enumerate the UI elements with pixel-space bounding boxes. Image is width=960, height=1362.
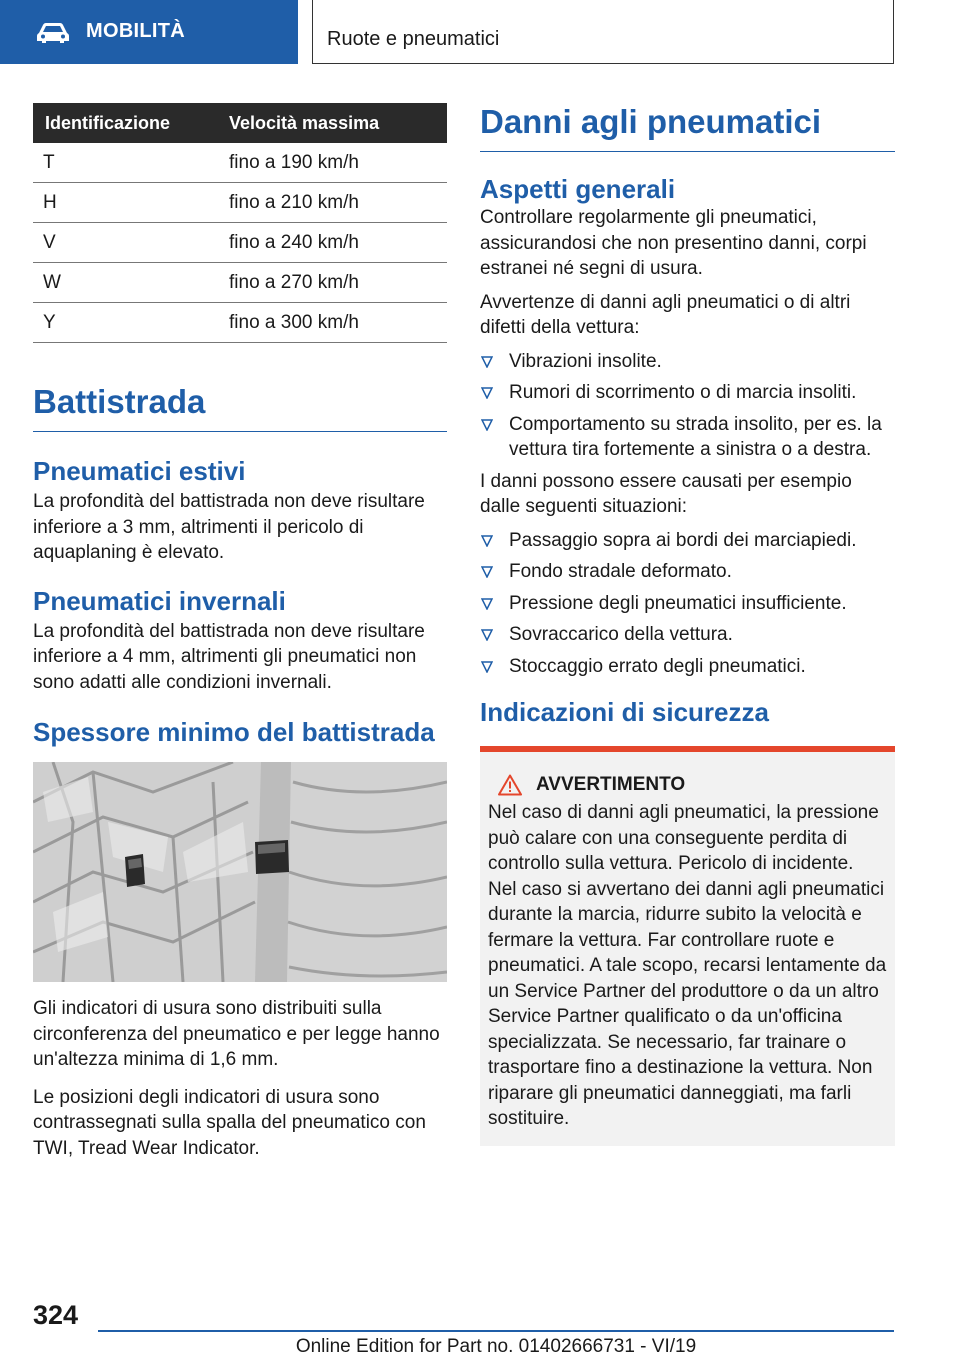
footer-divider — [98, 1330, 894, 1332]
generali-text-1: Controllare regolarmente gli pneumatici, assicurandosi che non presentino danni, corpi estranei né segni di usura. — [480, 207, 867, 279]
table-cell: fino a 210 km/h — [219, 183, 447, 223]
list-item-text: Fondo stradale deformato. — [509, 561, 732, 582]
spessore-heading: Spessore minimo del battistrada — [33, 717, 435, 747]
warning-header — [488, 774, 887, 796]
list-item — [480, 412, 895, 463]
table-row — [33, 303, 447, 343]
list-item-text: Passaggio sopra ai bordi dei marciapiedi. — [509, 529, 857, 551]
list-item-text: Rumori di scorrimento o di marcia insoliti. — [509, 382, 857, 403]
table-cell: T — [33, 143, 219, 183]
warning-text: Nel caso di danni agli pneumatici, la pressione può calare con una conseguente perdita di controllo sulla vettura. Pericolo di incidente. Nel caso si avvertano dei danni agli pneumatici durante la marcia, ridurre subito la velocità e fermare la vettura. Far controllare ruote e pneumatici. A tale scopo, recarsi lentamente da un Service Partner del produttore o da un altro Service Partner qualificato o da un'officina specializzata. Se necessario, far trainare o trasportare fino a destinazione la vettura. Non riparare gli pneumatici danneggiati, ma farli sostituire. — [488, 802, 887, 1129]
list-item — [480, 528, 895, 554]
list-item-text: Stoccaggio errato degli pneumatici. — [509, 655, 806, 677]
list-item — [480, 559, 895, 585]
table-row — [33, 263, 447, 303]
generali-heading: Aspetti generali — [480, 174, 676, 204]
tread-wear-indicator-image — [33, 762, 447, 982]
list-item-text: Sovraccarico della vettura. — [509, 624, 733, 645]
table-header-cell: Identificazione — [33, 103, 219, 143]
triangle-bullet-icon — [481, 356, 493, 368]
chapter-header — [312, 0, 894, 64]
estivi-text: La profondità del battistrada non deve risultare inferiore a 3 mm, altrimenti il pericolo di aquaplaning è elevato. — [33, 491, 425, 563]
table-cell: Y — [33, 303, 219, 343]
table-cell: fino a 240 km/h — [219, 223, 447, 263]
danni-heading: Danni agli pneumatici — [480, 103, 895, 152]
table-cell: fino a 190 km/h — [219, 143, 447, 183]
chapter-title: Ruote e pneumatici — [327, 28, 500, 50]
invernali-heading: Pneumatici invernali — [33, 585, 286, 616]
triangle-bullet-icon — [481, 661, 493, 673]
triangle-bullet-icon — [481, 387, 493, 399]
table-cell: fino a 270 km/h — [219, 263, 447, 303]
list-item — [480, 622, 895, 648]
speed-rating-table — [33, 103, 447, 343]
car-icon — [36, 22, 70, 44]
triangle-bullet-icon — [481, 566, 493, 578]
table-row — [33, 143, 447, 183]
section-tab — [0, 0, 298, 64]
warning-triangle-icon — [498, 774, 522, 796]
table-row — [33, 223, 447, 263]
triangle-bullet-icon — [481, 419, 493, 431]
triangle-bullet-icon — [481, 598, 493, 610]
left-column — [33, 103, 447, 1161]
table-row — [33, 183, 447, 223]
invernali-text: La profondità del battistrada non deve risultare inferiore a 4 mm, altrimenti gli pneumatici non sono adatti alle condizioni invernali. — [33, 620, 425, 693]
table-cell: V — [33, 223, 219, 263]
warning-title: AVVERTIMENTO — [536, 774, 686, 795]
right-column — [480, 103, 895, 1146]
table-cell: H — [33, 183, 219, 223]
warning-box — [480, 746, 895, 1146]
table-header-cell: Velocità massima — [219, 103, 447, 143]
section-label: MOBILITÀ — [86, 20, 186, 42]
list-item — [480, 591, 895, 617]
battistrada-heading: Battistrada — [33, 383, 447, 432]
estivi-heading: Pneumatici estivi — [33, 456, 246, 486]
table-header-row — [33, 103, 447, 143]
table-cell: fino a 300 km/h — [219, 303, 447, 343]
spessore-text-2: Le posizioni degli indicatori di usura sono contrassegnati sulla spalla del pneumatico con TWI, Tread Wear Indicator. — [33, 1086, 426, 1159]
generali-text-2: Avvertenze di danni agli pneumatici o di altri difetti della vettura: — [480, 291, 851, 338]
page-number: 324 — [33, 1300, 79, 1330]
list-item — [480, 654, 895, 680]
generali-text-3: I danni possono essere causati per esempio dalle seguenti situazioni: — [480, 470, 852, 517]
table-cell: W — [33, 263, 219, 303]
spessore-text-1: Gli indicatori di usura sono distribuiti sulla circonferenza del pneumatico e per legge hanno un'altezza minima di 1,6 mm. — [33, 998, 440, 1070]
list-item — [480, 349, 895, 375]
list-item-text: Comportamento su strada insolito, per es. la vettura tira fortemente a sinistra o a destra. — [509, 413, 882, 460]
triangle-bullet-icon — [481, 629, 493, 641]
triangle-bullet-icon — [481, 535, 493, 547]
list-item-text: Vibrazioni insolite. — [509, 350, 662, 372]
causes-list — [480, 528, 895, 680]
list-item — [480, 380, 895, 406]
defects-list — [480, 349, 895, 463]
list-item-text: Pressione degli pneumatici insufficiente. — [509, 592, 847, 614]
edition-text: Online Edition for Part no. 01402666731 - VI/19 — [295, 1336, 697, 1357]
sicurezza-heading: Indicazioni di sicurezza — [480, 697, 769, 727]
